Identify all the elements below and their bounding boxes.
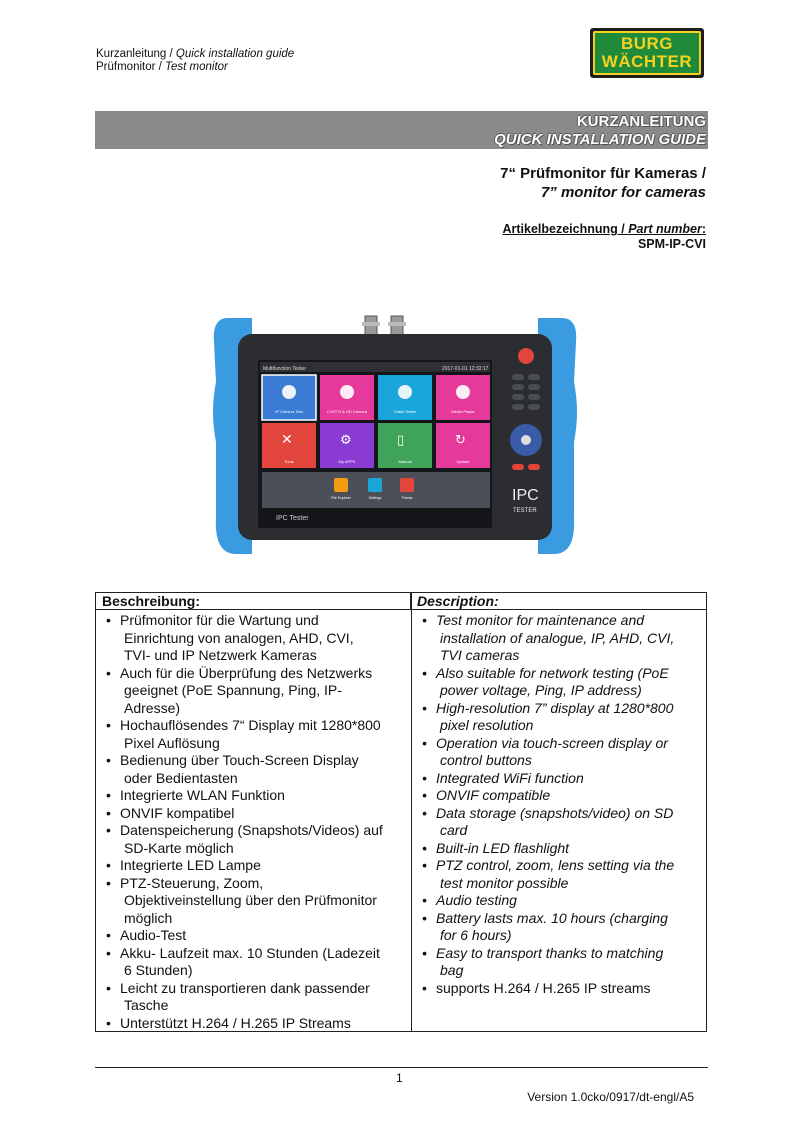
tile-label-2: CVI/TVI & HD Camera: [326, 409, 368, 414]
power-button: [518, 348, 534, 364]
dock-settings: [368, 478, 382, 492]
svg-text:↻: ↻: [455, 433, 466, 448]
header-line-2: [96, 61, 294, 74]
dock-theme: [400, 478, 414, 492]
title-en: QUICK INSTALLATION GUIDE: [494, 131, 706, 148]
device-brand-sub: TESTER: [513, 508, 537, 514]
header-line-2-de: Prüfmonitor /: [96, 61, 166, 73]
screen-clock: 2017-01-01 12:32:17: [442, 366, 489, 372]
header-line-2-en: Test monitor: [165, 61, 228, 73]
svg-text:✕: ✕: [281, 432, 293, 448]
list-item: • PTZ control, zoom, lens setting via the test monitor possible: [412, 857, 704, 892]
list-item: • ONVIF compatible: [412, 787, 704, 805]
tile-label-8: Update: [456, 459, 470, 464]
list-item: • Unterstützt H.264 / H.265 IP Streams: [96, 1015, 406, 1033]
list-item: • Integrated WiFi function: [412, 770, 704, 788]
list-item: • Also suitable for network testing (PoE power voltage, Ping, IP address): [412, 665, 704, 700]
list-item: • Datenspeicherung (Snapshots/Videos) auf SD-Karte möglich: [96, 822, 406, 857]
title-bar: [95, 111, 708, 149]
product-subtitle: [500, 164, 706, 202]
list-item: • Akku- Laufzeit max. 10 Stunden (Ladezeit 6 Stunden): [96, 945, 406, 980]
header-line-1-en: Quick installation guide: [175, 48, 295, 60]
feature-list-de: [96, 612, 406, 1032]
list-item: • Prüfmonitor für die Wartung und Einrichtung von analogen, AHD, CVI, TVI- und IP Netzwerk Kameras: [96, 612, 406, 665]
header-line-1: [96, 48, 294, 61]
description-table: [95, 592, 707, 1032]
list-item: • ONVIF kompatibel: [96, 805, 406, 823]
screen-title: Multifunction Tester: [263, 366, 306, 372]
list-item: • Battery lasts max. 10 hours (charging for 6 hours): [412, 910, 704, 945]
tile-label-4: Media Player: [451, 409, 475, 414]
burg-waechter-logo: [590, 28, 704, 78]
logo-line-2: WÄCHTER: [601, 52, 693, 71]
logo-badge: [593, 31, 701, 75]
table-header-en: Description:: [411, 593, 706, 610]
title-de: KURZANLEITUNG: [576, 113, 706, 130]
part-number-value: SPM-IP-CVI: [637, 237, 706, 251]
tile-label-6: My APPS: [338, 459, 356, 464]
list-item: • Hochauflösendes 7“ Display mit 1280*800 Pixel Auflösung: [96, 717, 406, 752]
part-label-en: Part number: [628, 222, 702, 236]
list-item: • Auch für die Überprüfung des Netzwerks geeignet (PoE Spannung, Ping, IP- Adresse): [96, 665, 406, 718]
part-number-block: [502, 222, 706, 252]
svg-text:⚙: ⚙: [340, 433, 352, 448]
list-item: • High-resolution 7” display at 1280*800 pixel resolution: [412, 700, 704, 735]
screen-brand: IPC Tester: [276, 515, 309, 522]
list-item: • Leicht zu transportieren dank passender Tasche: [96, 980, 406, 1015]
footer-rule: [95, 1067, 708, 1068]
list-item: • supports H.264 / H.265 IP streams: [412, 980, 704, 998]
list-item: • Operation via touch-screen display or control buttons: [412, 735, 704, 770]
header-line-1-de: Kurzanleitung /: [96, 48, 176, 60]
list-item: • Data storage (snapshots/video) on SD card: [412, 805, 704, 840]
list-item: • Bedienung über Touch-Screen Display oder Bedientasten: [96, 752, 406, 787]
dock-label-1: File Explorer: [331, 496, 351, 500]
device-brand-big: IPC: [512, 487, 539, 504]
logo-line-1: BURG: [620, 34, 674, 53]
tile-label-5: Tools: [284, 459, 294, 464]
page-number: 1: [396, 1071, 403, 1085]
subtitle-de: 7“ Prüfmonitor für Kameras /: [500, 165, 706, 182]
version-info: Version 1.0cko/0917/dt-engl/A5: [527, 1090, 694, 1104]
tile-label-3: Cable Tester: [393, 409, 417, 414]
table-header-de: Beschreibung:: [96, 593, 411, 610]
list-item: • Easy to transport thanks to matching bag: [412, 945, 704, 980]
dock-label-2: Settings: [368, 496, 382, 500]
feature-list-en: [412, 612, 704, 997]
dock-file-explorer: [334, 478, 348, 492]
svg-text:▯: ▯: [397, 433, 405, 448]
list-item: • Test monitor for maintenance and installation of analogue, IP, AHD, CVI, TVI cameras: [412, 612, 704, 665]
subtitle-en: 7” monitor for cameras: [540, 184, 706, 201]
dock-label-3: Theme: [401, 496, 413, 500]
list-item: • Audio testing: [412, 892, 704, 910]
tile-label-1: IP Camera Test: [275, 409, 303, 414]
ipc-tester-device-image: [210, 312, 580, 558]
list-item: • PTZ-Steuerung, Zoom, Objektiveinstellung über den Prüfmonitor möglich: [96, 875, 406, 928]
list-item: • Integrierte LED Lampe: [96, 857, 406, 875]
list-item: • Built-in LED flashlight: [412, 840, 704, 858]
document-header: [96, 48, 294, 74]
part-label-de: Artikelbezeichnung /: [502, 222, 629, 236]
part-number-label: [502, 222, 706, 237]
bnc-connectors: [362, 316, 406, 336]
list-item: • Audio-Test: [96, 927, 406, 945]
part-label-colon: :: [701, 222, 706, 236]
tile-label-7: Manual: [398, 459, 412, 464]
list-item: • Integrierte WLAN Funktion: [96, 787, 406, 805]
